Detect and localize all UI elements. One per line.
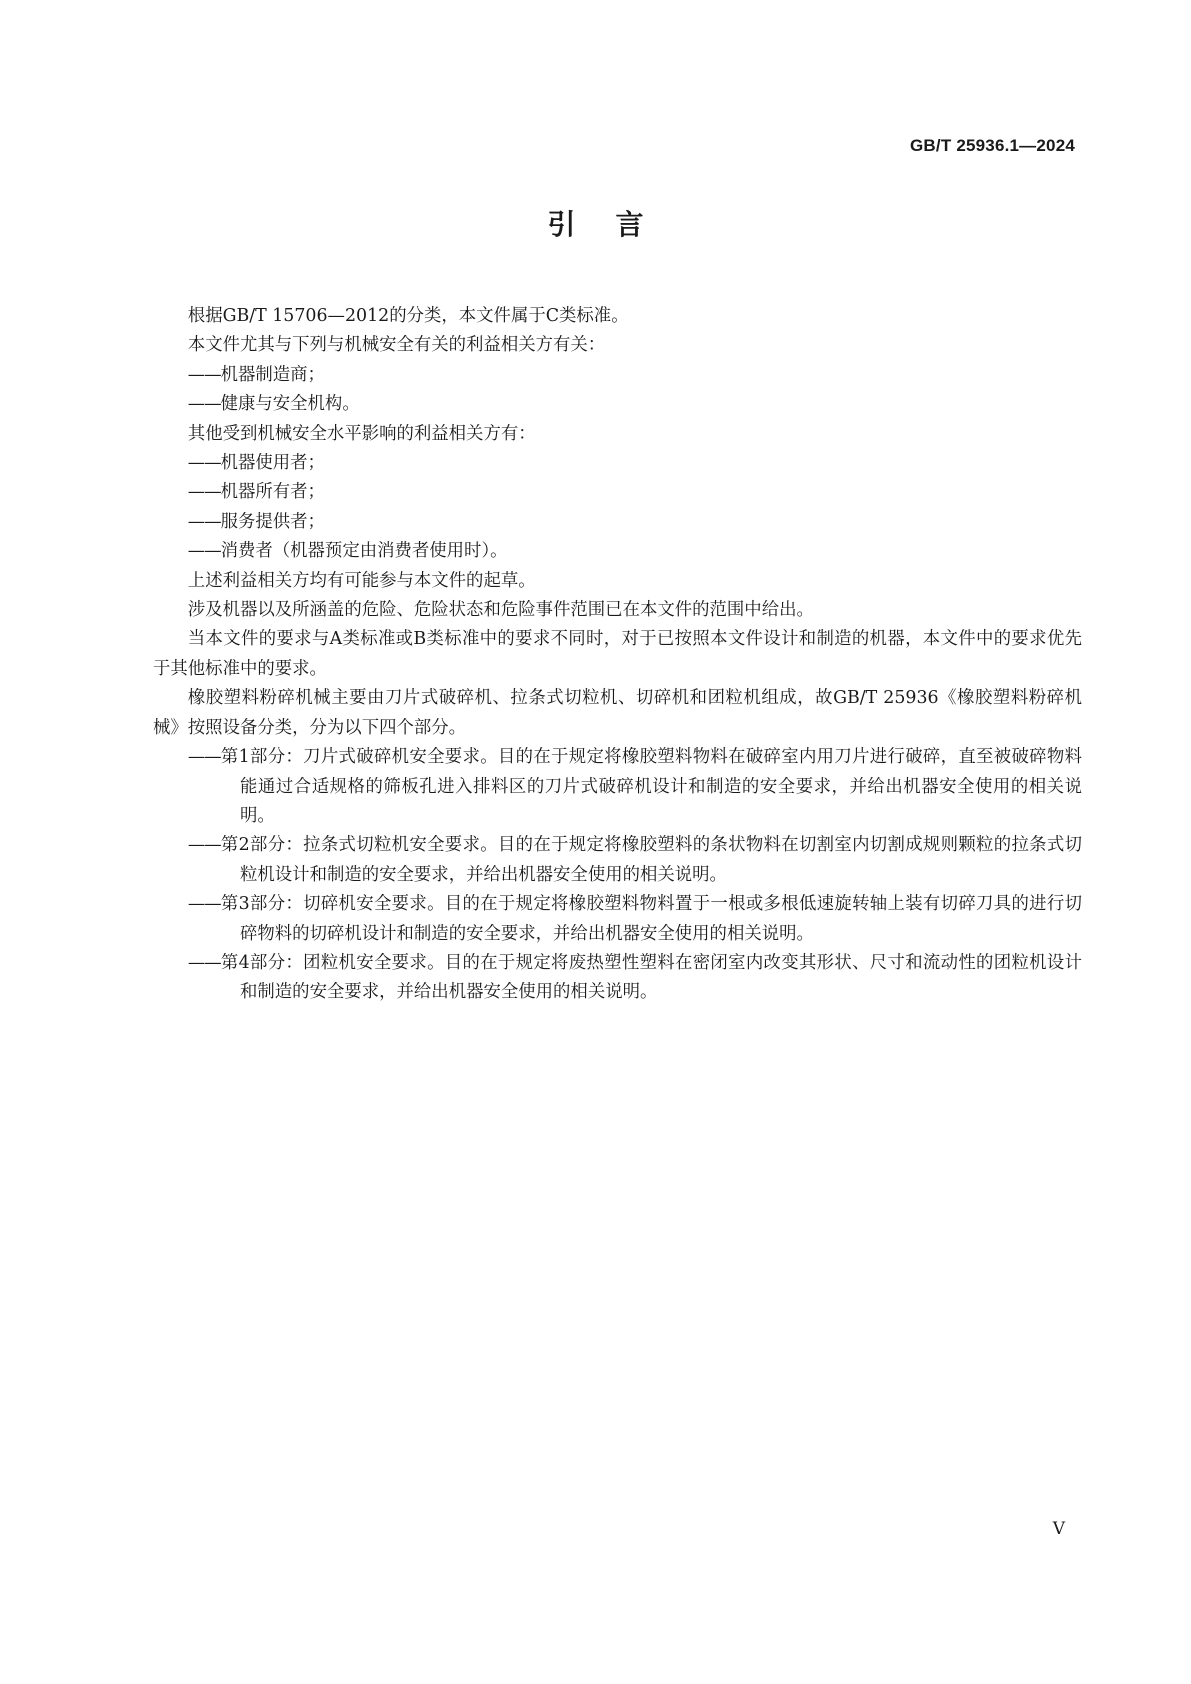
list-item: ——机器使用者； (187, 453, 325, 474)
document-body (153, 302, 1082, 1008)
page-title: 引言 (547, 208, 684, 241)
list-item: ——服务提供者； (187, 511, 325, 532)
standard-code: GB/T 25936.1—2024 (910, 136, 1075, 155)
paragraph: 根据GB/T 15706—2012的分类，本文件属于C类标准。 (187, 306, 629, 326)
list-item: ——健康与安全机构。 (187, 394, 360, 415)
paragraph: 当本文件的要求与A类标准或B类标准中的要求不同时，对于已按照本文件设计和制造的机器，本文件中的要求优先于其他标准中的要求。 (153, 629, 1082, 679)
page-number: V (1052, 1519, 1065, 1539)
part-list-item: ——第4部分：团粒机安全要求。目的在于规定将废热塑性塑料在密闭室内改变其形状、尺寸和流动性的团粒机设计和制造的安全要求，并给出机器安全使用的相关说明。 (187, 952, 1082, 1003)
list-item: ——消费者（机器预定由消费者使用时）。 (187, 541, 508, 562)
paragraph: 本文件尤其与下列与机械安全有关的利益相关方有关： (187, 335, 606, 356)
paragraph: 橡胶塑料粉碎机械主要由刀片式破碎机、拉条式切粒机、切碎机和团粒机组成，故GB/T 25936《橡胶塑料粉碎机械》按照设备分类，分为以下四个部分。 (153, 688, 1082, 738)
part-list-item: ——第1部分：刀片式破碎机安全要求。目的在于规定将橡胶塑料物料在破碎室内用刀片进行破碎，直至被破碎物料能通过合适规格的筛板孔进入排料区的刀片式破碎机设计和制造的安全要求，并给出机器安全使用的相关说明。 (187, 747, 1082, 826)
paragraph: 其他受到机械安全水平影响的利益相关方有： (187, 423, 536, 444)
part-list-item: ——第3部分：切碎机安全要求。目的在于规定将橡胶塑料物料置于一根或多根低速旋转轴上装有切碎刀具的进行切碎物料的切碎机设计和制造的安全要求，并给出机器安全使用的相关说明。 (187, 894, 1082, 944)
list-item: ——机器制造商； (187, 364, 325, 385)
list-item: ——机器所有者； (187, 482, 325, 503)
paragraph: 涉及机器以及所涵盖的危险、危险状态和危险事件范围已在本文件的范围中给出。 (187, 600, 814, 621)
part-list-item: ——第2部分：拉条式切粒机安全要求。目的在于规定将橡胶塑料的条状物料在切割室内切割成规则颗粒的拉条式切粒机设计和制造的安全要求，并给出机器安全使用的相关说明。 (187, 835, 1082, 885)
paragraph: 上述利益相关方均有可能参与本文件的起草。 (187, 570, 536, 591)
